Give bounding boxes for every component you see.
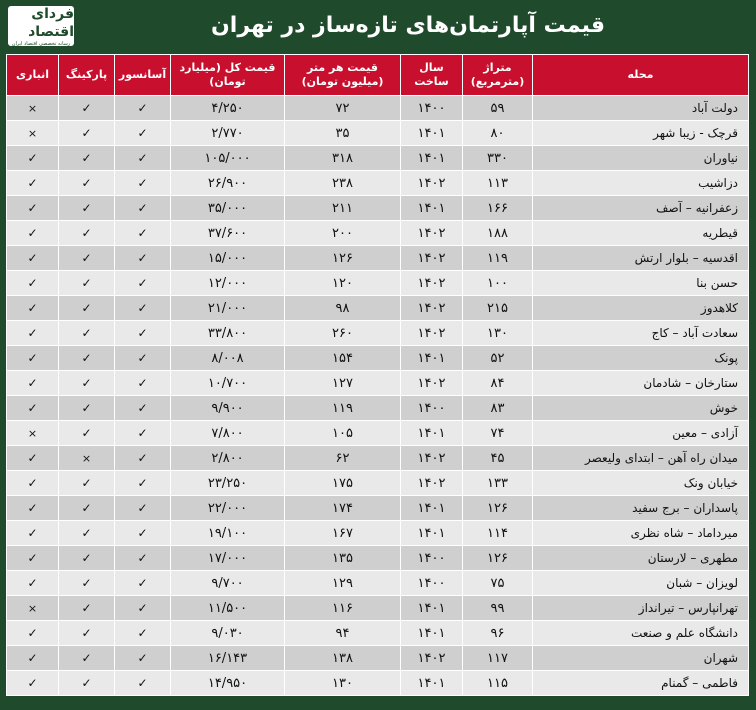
cell-storage: × [7,96,59,121]
cell-area: ۹۹ [463,596,533,621]
cell-storage: ✓ [7,271,59,296]
cell-build-year: ۱۴۰۰ [401,396,463,421]
cell-build-year: ۱۴۰۲ [401,271,463,296]
cell-price-per-meter: ۱۱۹ [285,396,401,421]
cell-parking: ✓ [59,521,115,546]
cell-total-price: ۱۵/۰۰۰ [171,246,285,271]
cell-total-price: ۱۷/۰۰۰ [171,546,285,571]
table-row [7,221,749,246]
cell-parking: ✓ [59,421,115,446]
cell-price-per-meter: ۱۷۵ [285,471,401,496]
logo-text: فردای اقتصاد [28,5,74,40]
cell-price-per-meter: ۹۸ [285,296,401,321]
header-build-year: سال ساخت [401,55,463,96]
cell-area: ۸۳ [463,396,533,421]
cell-neighborhood: فاطمی – گمنام [533,671,749,696]
cell-storage: ✓ [7,396,59,421]
cell-area: ۵۹ [463,96,533,121]
cell-build-year: ۱۴۰۱ [401,346,463,371]
header-bar [0,0,756,52]
cell-parking: ✓ [59,621,115,646]
cell-build-year: ۱۴۰۱ [401,621,463,646]
cell-neighborhood: دولت آباد [533,96,749,121]
cell-area: ۱۱۹ [463,246,533,271]
cell-storage: ✓ [7,196,59,221]
cell-elevator: ✓ [115,96,171,121]
table-row [7,496,749,521]
cell-build-year: ۱۴۰۱ [401,596,463,621]
cell-parking: ✓ [59,146,115,171]
cell-build-year: ۱۴۰۲ [401,646,463,671]
cell-storage: × [7,121,59,146]
cell-build-year: ۱۴۰۱ [401,196,463,221]
cell-price-per-meter: ۳۵ [285,121,401,146]
cell-total-price: ۲۲/۰۰۰ [171,496,285,521]
cell-price-per-meter: ۳۱۸ [285,146,401,171]
table-row [7,621,749,646]
cell-storage: ✓ [7,346,59,371]
cell-neighborhood: سعادت آباد – کاج [533,321,749,346]
cell-price-per-meter: ۱۲۰ [285,271,401,296]
cell-neighborhood: خوش [533,396,749,421]
cell-elevator: ✓ [115,571,171,596]
cell-parking: ✓ [59,671,115,696]
cell-build-year: ۱۴۰۲ [401,446,463,471]
cell-price-per-meter: ۱۲۶ [285,246,401,271]
cell-neighborhood: میدان راه آهن – ابتدای ولیعصر [533,446,749,471]
cell-elevator: ✓ [115,271,171,296]
cell-total-price: ۱۴/۹۵۰ [171,671,285,696]
cell-neighborhood: قیطریه [533,221,749,246]
cell-neighborhood: ستارخان – شادمان [533,371,749,396]
cell-total-price: ۱۱/۵۰۰ [171,596,285,621]
cell-build-year: ۱۴۰۱ [401,496,463,521]
cell-build-year: ۱۴۰۲ [401,371,463,396]
cell-neighborhood: دانشگاه علم و صنعت [533,621,749,646]
cell-elevator: ✓ [115,546,171,571]
cell-parking: ✓ [59,496,115,521]
cell-build-year: ۱۴۰۲ [401,246,463,271]
table-header-row [7,55,749,96]
cell-storage: ✓ [7,671,59,696]
cell-area: ۷۴ [463,421,533,446]
cell-price-per-meter: ۱۲۷ [285,371,401,396]
cell-build-year: ۱۴۰۲ [401,296,463,321]
cell-parking: ✓ [59,246,115,271]
cell-area: ۱۱۷ [463,646,533,671]
cell-parking: ✓ [59,396,115,421]
cell-total-price: ۱۶/۱۴۳ [171,646,285,671]
cell-total-price: ۱۲/۰۰۰ [171,271,285,296]
cell-parking: ✓ [59,371,115,396]
table-row [7,371,749,396]
table-row [7,471,749,496]
cell-neighborhood: لویزان – شبان [533,571,749,596]
cell-total-price: ۲/۸۰۰ [171,446,285,471]
cell-total-price: ۲۶/۹۰۰ [171,171,285,196]
cell-neighborhood: دزاشیب [533,171,749,196]
cell-elevator: ✓ [115,246,171,271]
cell-elevator: ✓ [115,121,171,146]
cell-total-price: ۱۹/۱۰۰ [171,521,285,546]
cell-price-per-meter: ۱۳۰ [285,671,401,696]
cell-price-per-meter: ۶۲ [285,446,401,471]
cell-parking: ✓ [59,596,115,621]
logo-subtext: رسانه تخصصی اقتصاد ایران [11,40,71,47]
cell-elevator: ✓ [115,146,171,171]
cell-price-per-meter: ۱۲۹ [285,571,401,596]
header-parking: پارکینگ [59,55,115,96]
price-table [6,54,749,696]
cell-neighborhood: نیاوران [533,146,749,171]
cell-parking: ✓ [59,571,115,596]
cell-price-per-meter: ۲۰۰ [285,221,401,246]
cell-neighborhood: آزادی – معین [533,421,749,446]
cell-storage: ✓ [7,496,59,521]
cell-price-per-meter: ۱۳۸ [285,646,401,671]
cell-neighborhood: مطهری – لارستان [533,546,749,571]
table-row [7,246,749,271]
cell-elevator: ✓ [115,371,171,396]
cell-price-per-meter: ۲۶۰ [285,321,401,346]
brand-logo [8,6,74,46]
cell-elevator: ✓ [115,596,171,621]
cell-area: ۱۱۴ [463,521,533,546]
cell-price-per-meter: ۲۳۸ [285,171,401,196]
cell-storage: ✓ [7,171,59,196]
cell-neighborhood: پونک [533,346,749,371]
header-price-per-meter: قیمت هر متر (میلیون تومان) [285,55,401,96]
cell-storage: ✓ [7,371,59,396]
cell-storage: ✓ [7,246,59,271]
cell-elevator: ✓ [115,446,171,471]
cell-storage: ✓ [7,446,59,471]
cell-area: ۱۸۸ [463,221,533,246]
cell-elevator: ✓ [115,621,171,646]
cell-build-year: ۱۴۰۲ [401,171,463,196]
cell-area: ۱۲۶ [463,546,533,571]
cell-area: ۴۵ [463,446,533,471]
cell-neighborhood: حسن بنا [533,271,749,296]
header-elevator: آسانسور [115,55,171,96]
cell-storage: ✓ [7,321,59,346]
cell-storage: ✓ [7,146,59,171]
cell-price-per-meter: ۱۷۴ [285,496,401,521]
cell-parking: ✓ [59,346,115,371]
cell-elevator: ✓ [115,296,171,321]
cell-parking: ✓ [59,271,115,296]
cell-elevator: ✓ [115,221,171,246]
cell-parking: ✓ [59,321,115,346]
cell-neighborhood: زعفرانیه – آصف [533,196,749,221]
cell-build-year: ۱۴۰۰ [401,546,463,571]
table-row [7,646,749,671]
cell-elevator: ✓ [115,521,171,546]
cell-total-price: ۳۳/۸۰۰ [171,321,285,346]
cell-price-per-meter: ۹۴ [285,621,401,646]
cell-total-price: ۱۰۵/۰۰۰ [171,146,285,171]
cell-build-year: ۱۴۰۰ [401,96,463,121]
cell-storage: ✓ [7,221,59,246]
cell-elevator: ✓ [115,346,171,371]
cell-elevator: ✓ [115,321,171,346]
cell-parking: ✓ [59,546,115,571]
cell-area: ۱۱۳ [463,171,533,196]
cell-build-year: ۱۴۰۱ [401,146,463,171]
cell-area: ۳۳۰ [463,146,533,171]
cell-total-price: ۹/۹۰۰ [171,396,285,421]
cell-elevator: ✓ [115,171,171,196]
cell-parking: ✓ [59,171,115,196]
cell-elevator: ✓ [115,496,171,521]
page-title: قیمت آپارتمان‌های تازه‌ساز در تهران [211,13,605,38]
cell-storage: ✓ [7,521,59,546]
cell-parking: ✓ [59,196,115,221]
cell-storage: ✓ [7,571,59,596]
cell-area: ۱۲۶ [463,496,533,521]
cell-build-year: ۱۴۰۰ [401,571,463,596]
cell-price-per-meter: ۱۱۶ [285,596,401,621]
cell-total-price: ۱۰/۷۰۰ [171,371,285,396]
table-row [7,671,749,696]
table-row [7,296,749,321]
cell-parking: ✓ [59,296,115,321]
cell-elevator: ✓ [115,471,171,496]
cell-price-per-meter: ۱۰۵ [285,421,401,446]
cell-total-price: ۹/۰۳۰ [171,621,285,646]
cell-neighborhood: اقدسیه – بلوار ارتش [533,246,749,271]
cell-area: ۱۱۵ [463,671,533,696]
cell-storage: × [7,421,59,446]
cell-storage: × [7,596,59,621]
cell-price-per-meter: ۲۱۱ [285,196,401,221]
cell-parking: ✓ [59,471,115,496]
header-area: متراژ (مترمربع) [463,55,533,96]
cell-price-per-meter: ۱۶۷ [285,521,401,546]
cell-storage: ✓ [7,471,59,496]
cell-area: ۵۲ [463,346,533,371]
cell-price-per-meter: ۱۳۵ [285,546,401,571]
table-row [7,171,749,196]
cell-parking: ✓ [59,221,115,246]
table-row [7,196,749,221]
cell-elevator: ✓ [115,671,171,696]
table-row [7,571,749,596]
cell-elevator: ✓ [115,396,171,421]
cell-total-price: ۳۵/۰۰۰ [171,196,285,221]
cell-area: ۱۳۳ [463,471,533,496]
cell-neighborhood: میرداماد – شاه نظری [533,521,749,546]
cell-neighborhood: قرچک - زیبا شهر [533,121,749,146]
cell-total-price: ۷/۸۰۰ [171,421,285,446]
table-row [7,446,749,471]
cell-elevator: ✓ [115,646,171,671]
cell-total-price: ۸/۰۰۸ [171,346,285,371]
cell-build-year: ۱۴۰۲ [401,471,463,496]
cell-build-year: ۱۴۰۲ [401,221,463,246]
cell-parking: × [59,446,115,471]
cell-area: ۷۵ [463,571,533,596]
header-total-price: قیمت کل (میلیارد تومان) [171,55,285,96]
cell-price-per-meter: ۱۵۴ [285,346,401,371]
cell-parking: ✓ [59,646,115,671]
cell-price-per-meter: ۷۲ [285,96,401,121]
table-body [7,96,749,696]
cell-elevator: ✓ [115,196,171,221]
cell-area: ۹۶ [463,621,533,646]
cell-build-year: ۱۴۰۲ [401,321,463,346]
table-row [7,121,749,146]
cell-neighborhood: خیابان ونک [533,471,749,496]
cell-neighborhood: شهران [533,646,749,671]
cell-build-year: ۱۴۰۱ [401,121,463,146]
cell-area: ۸۰ [463,121,533,146]
cell-parking: ✓ [59,96,115,121]
cell-storage: ✓ [7,296,59,321]
table-row [7,271,749,296]
cell-total-price: ۲/۷۷۰ [171,121,285,146]
cell-elevator: ✓ [115,421,171,446]
cell-area: ۱۳۰ [463,321,533,346]
table-row [7,96,749,121]
table-row [7,321,749,346]
cell-total-price: ۲۳/۲۵۰ [171,471,285,496]
cell-total-price: ۲۱/۰۰۰ [171,296,285,321]
cell-area: ۸۴ [463,371,533,396]
table-row [7,346,749,371]
cell-neighborhood: پاسداران – برج سفید [533,496,749,521]
table-row [7,546,749,571]
table-row [7,421,749,446]
cell-storage: ✓ [7,646,59,671]
cell-area: ۱۰۰ [463,271,533,296]
cell-parking: ✓ [59,121,115,146]
cell-area: ۲۱۵ [463,296,533,321]
header-storage: انباری [7,55,59,96]
cell-storage: ✓ [7,546,59,571]
cell-neighborhood: تهرانپارس – تیرانداز [533,596,749,621]
cell-neighborhood: کلاهدوز [533,296,749,321]
cell-build-year: ۱۴۰۱ [401,421,463,446]
cell-total-price: ۳۷/۶۰۰ [171,221,285,246]
cell-total-price: ۴/۲۵۰ [171,96,285,121]
table-row [7,146,749,171]
cell-storage: ✓ [7,621,59,646]
cell-build-year: ۱۴۰۱ [401,671,463,696]
cell-area: ۱۶۶ [463,196,533,221]
table-row [7,521,749,546]
price-table-container [6,54,748,696]
cell-build-year: ۱۴۰۱ [401,521,463,546]
table-row [7,396,749,421]
table-row [7,596,749,621]
cell-total-price: ۹/۷۰۰ [171,571,285,596]
header-neighborhood: محله [533,55,749,96]
